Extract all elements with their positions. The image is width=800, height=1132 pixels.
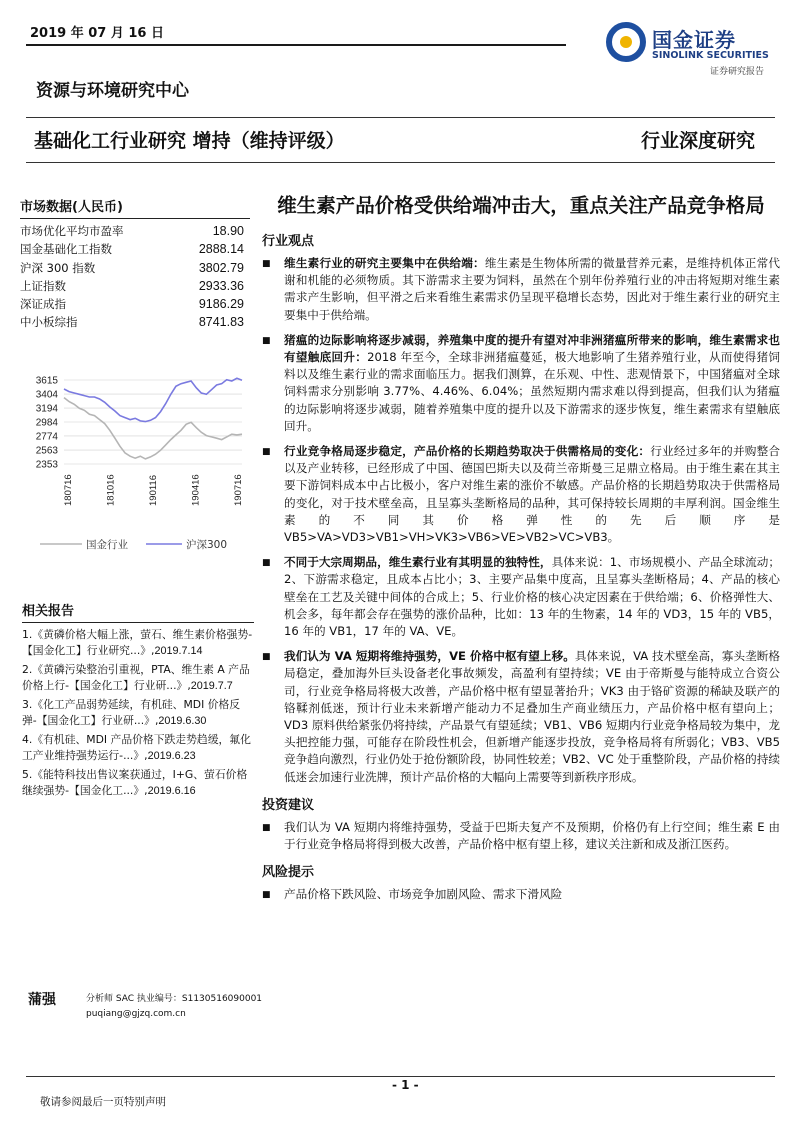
section-view-heading: 行业观点 <box>262 234 315 249</box>
paragraph-body: 2018 年至今，全球非洲猪瘟蔓延，极大地影响了生猪养殖行业，从而使得猪饲料以及维生素行业的需求面临压力。据我们测算，在乐观、中性、悲观情景下，中国猪瘟对全球饲料需求分别影响 3.77%、4.46%、6.04%；虽然短期内需求难以得到提高，但我们认为猪瘟的边际影响将逐步减弱，随着养殖集中度的提升以及下游需求的逐步恢复，维生素需求有望触底回升。 <box>284 350 780 433</box>
logo-dot-icon <box>620 36 632 48</box>
market-data-label: 市场优化平均市盈率 <box>20 224 124 238</box>
market-data-label: 中小板综指 <box>20 315 78 330</box>
bullet-icon: ■ <box>262 652 271 663</box>
market-data-row <box>20 277 250 295</box>
market-data-label: 上证指数 <box>20 278 66 293</box>
analyst-name: 蒲强 <box>28 992 56 1008</box>
section-risk-heading: 风险提示 <box>262 865 315 881</box>
paragraph-body: 具体来说，VA 技术壁垒高，寡头垄断格局稳定，叠加海外巨头设备老化事故频发，高盈利有望持续；VE 由于帝斯曼与能特成立合资公司，行业竞争格局将极大改善，产品价格中枢有望显著抬升；VK3 由于铬矿资源的稀缺及联产的铬鞣剂低迷，预计行业未来新增产能动力不足叠加生产商业绩压力，产品价格中枢有望向上；VD3 原料供给紧张仍将持续，产品景气有望延续；VB1、VB6 短期内行业竞争格局较为集中，龙头把控能力强，可能存在阶段性机会，但新增产能逐步投放，竞争格局将有所弱化；VB3、VB5 竞争趋向激烈，行业仍处于抢份额阶段，协同性较差；VB2、VC 处于重整阶段，产品价格的持续低迷会加速行业洗牌，预计产品价格的大幅向上需要等到新秩序形成。 <box>284 649 780 784</box>
bullet-icon: ■ <box>262 447 271 458</box>
x-tick-label: 181016 <box>105 474 117 506</box>
x-tick-label: 180716 <box>63 474 74 506</box>
view-paragraph <box>262 443 780 546</box>
paragraph-lead: 我们认为 VA 短期将维持强势，VE 价格中枢有望上移。 <box>284 649 575 664</box>
x-tick-label: 190116 <box>148 475 159 506</box>
bullet-icon: ■ <box>262 335 271 346</box>
section-invest-heading: 投资建议 <box>262 797 315 813</box>
legend-label-hs300: 沪深300 <box>186 539 228 551</box>
paragraph-body: 具体来说：1、市场规模小、产品全球流动；2、下游需求稳定，且成本占比小；3、主要产品集中度高，且呈寡头垄断格局；4、产品的核心壁垒在工艺及关键中间体的合成上；5、行业价格的核心决定因素在于供给端；6、价格弹性大、机会多，每年都会存在强势的涨价品种，比如：13 年的生物素，14 年的 VD3，15 年的 VB5，16 年的 VB1，17 年的 VA、VE。 <box>284 555 780 639</box>
paragraph-text <box>284 332 780 435</box>
related-reports <box>22 600 254 802</box>
paragraph-text <box>284 554 780 640</box>
x-tick-label: 190416 <box>190 474 202 506</box>
bullet-icon: ■ <box>262 890 271 901</box>
view-paragraph <box>262 332 780 435</box>
related-report-text: 2.《黄磷污染整治引重视，PTA、维生素 A 产品价格上行-【国金化工】行业研...》, <box>22 663 250 692</box>
risk-text: 产品价格下跌风险、市场竞争加剧风险、需求下滑风险 <box>284 887 563 902</box>
market-data-title: 市场数据(人民币) <box>20 196 250 219</box>
market-data-value: 2933.36 <box>198 278 244 293</box>
market-data-label: 深证成指 <box>20 297 66 312</box>
report-type: 行业深度研究 <box>640 130 755 152</box>
view-paragraph <box>262 554 780 640</box>
market-data-row <box>20 259 250 277</box>
title-band <box>26 117 775 163</box>
related-report-text: 5.《能特科技出售议案获通过，I+G、萤石价格继续强势-【国金化工...》, <box>22 768 248 797</box>
report-title: 维生素产品价格受供给端冲击大，重点关注产品竞争格局 <box>277 194 765 217</box>
market-data-value: 2888.14 <box>198 242 244 257</box>
sinolink-logo <box>606 20 776 76</box>
paragraph-lead: 行业竞争格局逐步稳定，产品价格的长期趋势取决于供需格局的变化： <box>284 444 651 459</box>
market-data-row <box>20 295 250 313</box>
view-paragraph <box>262 648 780 786</box>
y-tick-label: 2563 <box>35 445 58 457</box>
page-number: - 1 - <box>392 1078 419 1092</box>
legend-label-guojin: 国金行业 <box>86 539 128 551</box>
research-center: 资源与环境研究中心 <box>36 81 189 101</box>
industry-rating-title: 基础化工行业研究 增持（维持评级） <box>34 130 345 152</box>
y-tick-label: 2774 <box>35 431 58 443</box>
market-data-value: 8741.83 <box>198 315 244 330</box>
related-report-date: 2019.7.7 <box>190 680 233 692</box>
related-report-item[interactable] <box>22 627 254 659</box>
paragraph-text <box>284 443 780 546</box>
logo-cn: 国金证券 <box>652 28 736 52</box>
paragraph-text <box>284 255 780 324</box>
related-report-item[interactable] <box>22 767 254 799</box>
related-report-item[interactable] <box>22 732 254 764</box>
bullet-icon: ■ <box>262 259 271 269</box>
related-report-date: 2019.6.23 <box>147 750 196 762</box>
analyst-cert: 分析师 SAC 执业编号：S1130516090001 <box>86 994 263 1004</box>
related-report-text: 1.《黄磷价格大幅上涨，萤石、维生素价格强势-【国金化工】行业研究...》, <box>22 628 253 657</box>
analyst-info <box>86 992 262 1022</box>
market-data-row <box>20 240 250 258</box>
index-line-chart <box>20 368 250 558</box>
report-date: 2019 年 07 月 16 日 <box>30 26 164 41</box>
invest-paragraph <box>262 819 780 853</box>
y-tick-label: 3404 <box>35 389 58 401</box>
analyst-block <box>28 989 263 1019</box>
related-report-text: 4.《有机硅、MDI 产品价格下跌走势趋缓，氟化工产业维持强势运行-...》, <box>22 733 251 762</box>
paragraph-body: 行业经过多年的并购整合以及产业转移，已经形成了中国、德国巴斯夫以及荷兰帝斯曼三足鼎立格局。由于维生素在其主要下游饲料成本中占比极小，客户对维生素的涨价不敏感。产品价格的长期趋势取决于供需格局的变化，对于技术壁垒高，且呈寡头垄断格局的品种，其可保持较长周期的丰厚利润。国金维生素的不同其价格弹性的先后顺序是 VB5>VA>VD3>VB1>VH>VK3>VB6>VE>VB2>VC>VB3。 <box>284 444 780 545</box>
paragraph-text <box>284 648 780 786</box>
y-tick-label: 2984 <box>35 417 58 429</box>
disclaimer-note: 敬请参阅最后一页特别声明 <box>40 1096 166 1108</box>
related-report-item[interactable] <box>22 697 254 729</box>
invest-text: 我们认为 VA 短期内将维持强势，受益于巴斯夫复产不及预期，价格仍有上行空间；维生素 E 由于行业竞争格局将得到极大改善，产品价格中枢有望上移，建议关注新和成及浙江医药。 <box>284 819 780 852</box>
analyst-email[interactable]: puqiang@gjzq.com.cn <box>86 1009 186 1019</box>
paragraph-body: 维生素是生物体所需的微量营养元素，是维持机体正常代谢和机能的必须物质。其下游需求主要为饲料，虽然在个别年份养殖行业的冲击将短期对维生素需求产生影响，但平滑之后来看维生素需求仍呈现平稳增长态势，因此对于维生素行业的研究主要集中于供给端。 <box>284 256 780 322</box>
related-report-date: 2019.6.16 <box>147 785 196 797</box>
related-report-date: 2019.7.14 <box>154 645 203 657</box>
related-reports-list <box>22 627 254 799</box>
header-rule <box>26 44 566 46</box>
paragraph-lead: 维生素行业的研究主要集中在供给端： <box>284 256 485 270</box>
risk-paragraph <box>262 886 780 904</box>
series-line-guojin <box>64 398 242 459</box>
market-data-panel <box>20 196 250 332</box>
market-data-value: 3802.79 <box>198 260 244 275</box>
bullet-icon: ■ <box>262 558 271 569</box>
industry-view-paragraphs <box>262 255 780 786</box>
view-paragraph <box>262 255 780 324</box>
footer-rule <box>26 1076 775 1077</box>
main-content <box>262 190 780 913</box>
related-report-item[interactable] <box>22 662 254 694</box>
market-data-label: 国金基础化工指数 <box>20 242 112 257</box>
market-data-row <box>20 313 250 331</box>
market-data-value: 18.90 <box>212 224 244 238</box>
paragraph-lead: 猪瘟的边际影响将逐步减弱，养殖集中度的提升有望对冲非洲猪瘟所带来的影响，维生素需求也有望触底回升： <box>284 332 780 365</box>
market-data-label: 沪深 300 指数 <box>20 260 96 275</box>
paragraph-lead: 不同于大宗周期品，维生素行业有其明显的独特性， <box>284 555 552 570</box>
y-tick-label: 2353 <box>35 459 58 471</box>
y-tick-label: 3194 <box>35 403 58 415</box>
market-data-rows <box>20 222 250 332</box>
y-tick-label: 3615 <box>35 375 58 387</box>
related-report-date: 2019.6.30 <box>158 715 207 727</box>
x-tick-label: 190716 <box>233 474 244 506</box>
bullet-icon: ■ <box>262 822 271 833</box>
market-data-row <box>20 222 250 240</box>
market-data-value: 9186.29 <box>198 297 244 312</box>
logo-en: SINOLINK SECURITIES <box>652 50 769 61</box>
related-reports-title: 相关报告 <box>22 600 254 623</box>
logo-subtitle: 证券研究报告 <box>710 67 765 77</box>
related-report-text: 3.《化工产品弱势延续，有机硅、MDI 价格反弹-【国金化工】行业研...》, <box>22 698 241 727</box>
